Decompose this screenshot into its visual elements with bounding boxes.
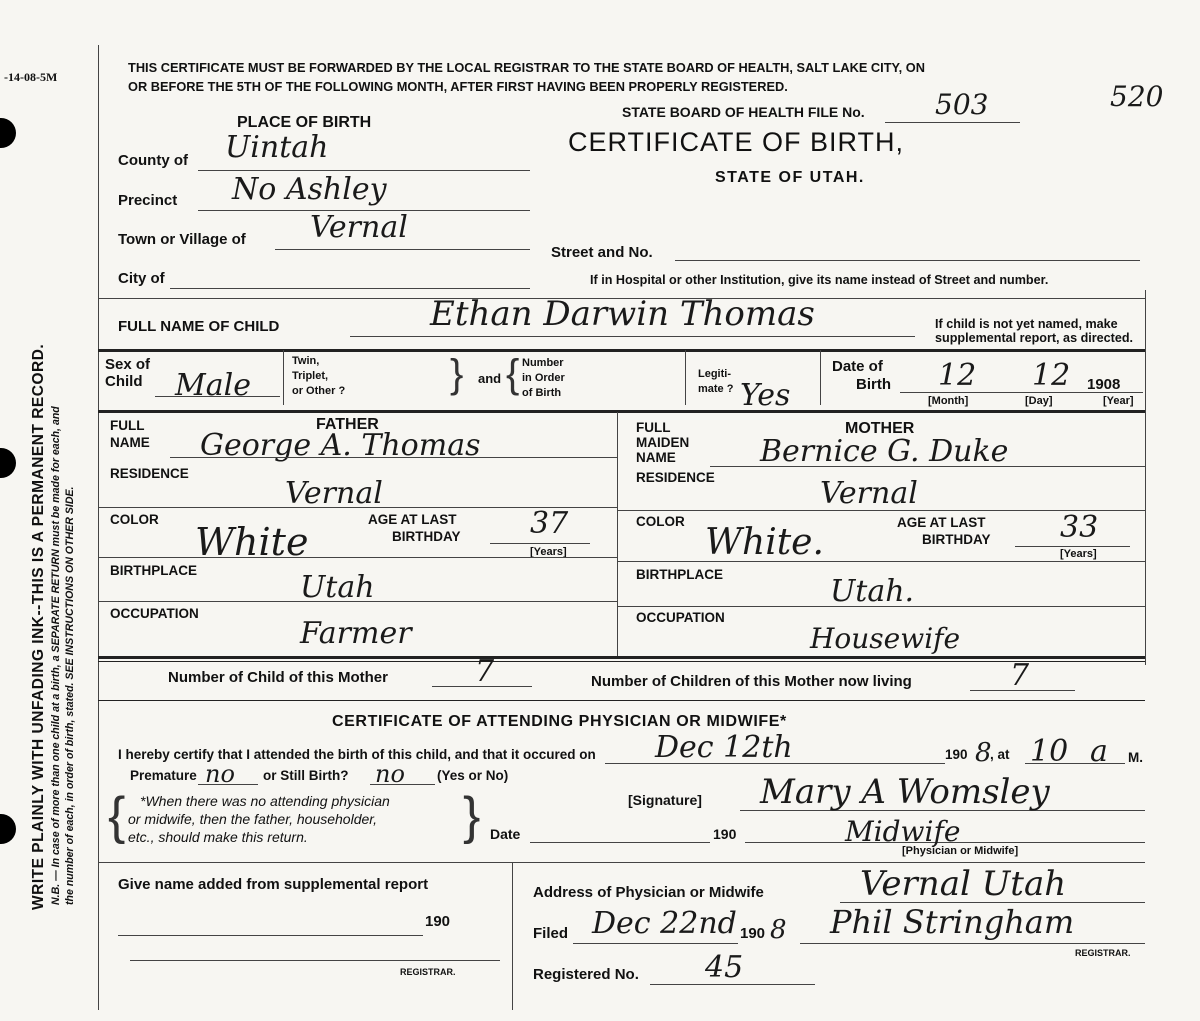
- registered-label: Registered No.: [533, 966, 639, 983]
- town-label: Town or Village of: [118, 231, 246, 248]
- legit-divider: [820, 350, 821, 405]
- hour-value[interactable]: 10: [1030, 734, 1069, 769]
- order-divider: [685, 350, 686, 405]
- city-label: City of: [118, 270, 165, 287]
- dob-day-value[interactable]: 12: [1032, 358, 1071, 393]
- sex-line: [155, 396, 280, 397]
- supplemental-label: Give name added from supplemental report: [118, 876, 429, 893]
- mother-residence-label: RESIDENCE: [636, 470, 715, 485]
- father-color-label: COLOR: [110, 512, 159, 527]
- name-note-line2: supplemental report, as directed.: [935, 331, 1134, 345]
- town-line: [275, 249, 530, 250]
- file-number: 503: [935, 88, 989, 121]
- father-color-line: [98, 557, 617, 558]
- mother-age-label1: AGE AT LAST: [897, 515, 986, 530]
- mother-color-line: [617, 561, 1145, 562]
- mother-name-value[interactable]: Bernice G. Duke: [760, 434, 1009, 469]
- mother-age-value[interactable]: 33: [1060, 510, 1099, 545]
- premature-label: Premature: [130, 768, 197, 783]
- father-heading: FATHER: [316, 416, 379, 433]
- mother-birthplace-label: BIRTHPLACE: [636, 567, 723, 582]
- county-value[interactable]: Uintah: [225, 130, 329, 165]
- father-occupation-label: OCCUPATION: [110, 606, 199, 621]
- note-line2: or midwife, then the father, householder,: [128, 811, 378, 827]
- year-value[interactable]: 8: [975, 738, 992, 768]
- at-label: , at: [990, 747, 1010, 762]
- rule-above-physician: [98, 700, 1145, 701]
- month-label: [Month]: [928, 395, 969, 407]
- father-color-value[interactable]: White: [195, 520, 309, 564]
- order-label3: of Birth: [522, 387, 562, 399]
- mother-full-label: FULL: [636, 420, 671, 435]
- filed-year-prefix: 190: [740, 925, 766, 942]
- mother-birthplace-line: [617, 606, 1145, 607]
- sex-label1: Sex of: [105, 356, 151, 373]
- order-label1: Number: [522, 357, 564, 369]
- registrar-label-right: REGISTRAR.: [1075, 948, 1131, 958]
- father-age-label1: AGE AT LAST: [368, 512, 457, 527]
- date-line: [530, 842, 710, 843]
- street-line: [675, 260, 1140, 261]
- title-label: [Physician or Midwife]: [902, 845, 1019, 857]
- header-line2: OR BEFORE THE 5TH OF THE FOLLOWING MONTH, AFTER FIRST HAVING BEEN PROPERLY REGISTERED.: [128, 79, 788, 94]
- child-number-value[interactable]: 7: [475, 654, 495, 689]
- title-value[interactable]: Midwife: [845, 815, 961, 848]
- still-birth-value[interactable]: no: [375, 760, 405, 788]
- certificate-subtitle: STATE OF UTAH.: [715, 169, 865, 186]
- twin-brace: }: [450, 352, 464, 396]
- side-note-line2: the number of each, in order of birth, stated. SEE INSTRUCTIONS ON OTHER SIDE.: [64, 486, 76, 905]
- filed-value[interactable]: Dec 22nd: [592, 906, 737, 941]
- mother-residence-value[interactable]: Vernal: [820, 476, 918, 511]
- father-name-label: NAME: [110, 435, 150, 450]
- side-note-line1: N.B. — In case of more than one child at a birth, a SEPARATE RETURN must be made for each, and: [50, 406, 62, 905]
- bottom-divider: [512, 862, 513, 1010]
- twin-label3: or Other ?: [292, 385, 346, 397]
- rule-above-bottom: [98, 862, 1145, 863]
- date-year-prefix: 190: [713, 826, 737, 842]
- sex-label2: Child: [105, 373, 143, 390]
- mother-color-value[interactable]: White.: [705, 522, 824, 563]
- child-name-line: [350, 336, 915, 337]
- county-line: [198, 170, 530, 171]
- filed-year-value[interactable]: 8: [770, 915, 787, 945]
- precinct-value[interactable]: No Ashley: [232, 172, 387, 207]
- street-label: Street and No.: [551, 244, 653, 261]
- father-name-value[interactable]: George A. Thomas: [200, 428, 481, 463]
- signature-value[interactable]: Mary A Womsley: [760, 772, 1050, 812]
- dob-label2: Birth: [856, 376, 891, 393]
- filed-label: Filed: [533, 925, 569, 942]
- living-label: Number of Children of this Mother now living: [591, 673, 912, 690]
- address-value[interactable]: Vernal Utah: [860, 864, 1067, 904]
- date-label: Date: [490, 826, 521, 842]
- father-years-label: [Years]: [530, 546, 567, 558]
- registrar-signature[interactable]: Phil Stringham: [830, 903, 1075, 941]
- town-value[interactable]: Vernal: [310, 210, 408, 245]
- child-number-label: Number of Child of this Mother: [168, 669, 388, 686]
- year-label: [Year]: [1103, 395, 1134, 407]
- father-name-line: [170, 457, 617, 458]
- mother-maiden-label: MAIDEN: [636, 435, 690, 450]
- and-label: and: [478, 371, 502, 386]
- frame-left: [98, 45, 99, 1010]
- legit-label2: mate ?: [698, 383, 734, 395]
- file-underline: [885, 122, 1020, 123]
- registrar-sign-line: [800, 943, 1145, 944]
- father-birthplace-value[interactable]: Utah: [300, 570, 375, 605]
- address-label: Address of Physician or Midwife: [533, 884, 764, 901]
- father-age-line: [490, 543, 590, 544]
- yes-no-label: (Yes or No): [437, 768, 509, 783]
- binder-hole-middle: [0, 448, 16, 478]
- mother-occupation-value[interactable]: Housewife: [810, 622, 961, 655]
- twin-label1: Twin,: [292, 355, 320, 367]
- place-heading: PLACE OF BIRTH: [237, 114, 372, 131]
- mother-age-line: [1015, 546, 1130, 547]
- still-birth-label: or Still Birth?: [263, 768, 349, 783]
- premature-value[interactable]: no: [205, 760, 235, 788]
- county-label: County of: [118, 152, 188, 169]
- father-age-value[interactable]: 37: [530, 506, 569, 541]
- parents-divider: [617, 412, 618, 657]
- child-name-value[interactable]: Ethan Darwin Thomas: [430, 294, 815, 334]
- father-birthplace-label: BIRTHPLACE: [110, 563, 197, 578]
- mother-occupation-label: OCCUPATION: [636, 610, 725, 625]
- father-residence-value[interactable]: Vernal: [285, 476, 383, 511]
- dob-month-value[interactable]: 12: [938, 358, 977, 393]
- certificate-title: CERTIFICATE OF BIRTH,: [568, 127, 905, 157]
- note-brace-left: {: [108, 787, 126, 845]
- note-line3: etc., should make this return.: [128, 829, 308, 845]
- dob-label1: Date of: [832, 358, 883, 375]
- side-main-text: WRITE PLAINLY WITH UNFADING INK--THIS IS A PERMANENT RECORD.: [30, 343, 47, 910]
- supp-year: 190: [425, 913, 451, 930]
- note-brace-right: }: [463, 787, 481, 845]
- order-brace: {: [506, 352, 520, 396]
- registrar-label-left: REGISTRAR.: [400, 967, 456, 977]
- child-name-label: FULL NAME OF CHILD: [118, 318, 280, 335]
- precinct-label: Precinct: [118, 192, 178, 209]
- m-label: M.: [1128, 750, 1143, 765]
- signature-label: [Signature]: [628, 792, 702, 808]
- file-label: STATE BOARD OF HEALTH FILE No.: [622, 104, 865, 120]
- physician-heading: CERTIFICATE OF ATTENDING PHYSICIAN OR MIDWIFE*: [332, 713, 787, 730]
- father-residence-label: RESIDENCE: [110, 466, 189, 481]
- living-value[interactable]: 7: [1010, 658, 1030, 693]
- twin-label2: Triplet,: [292, 370, 329, 382]
- certify-text: I hereby certify that I attended the birth of this child, and that it occured on: [118, 747, 596, 762]
- name-note-line1: If child is not yet named, make: [935, 317, 1118, 331]
- header-line1: THIS CERTIFICATE MUST BE FORWARDED BY THE LOCAL REGISTRAR TO THE STATE BOARD OF HEALTH, SALT LAKE CITY, ON: [128, 60, 925, 75]
- binder-hole-bottom: [0, 814, 16, 844]
- year-prefix: 190: [945, 747, 968, 762]
- mother-name-line: [710, 466, 1145, 467]
- file-number-alt: 520: [1110, 80, 1164, 113]
- father-full-label: FULL: [110, 418, 145, 433]
- ampm-value[interactable]: a: [1090, 734, 1108, 769]
- supplemental-line: [118, 935, 423, 936]
- legit-label1: Legiti-: [698, 368, 731, 380]
- hospital-note: If in Hospital or other Institution, give its name instead of Street and number.: [590, 273, 1049, 287]
- rule-below-parents: [98, 656, 1145, 659]
- frame-right: [1145, 290, 1146, 665]
- rule-above-sex: [98, 349, 1145, 352]
- mother-heading: MOTHER: [845, 420, 915, 437]
- registered-value[interactable]: 45: [705, 950, 744, 985]
- father-birthplace-line: [98, 601, 617, 602]
- mother-age-label2: BIRTHDAY: [922, 532, 991, 547]
- note-line1: *When there was no attending physician: [140, 793, 390, 809]
- form-code: -14-08-5M: [4, 70, 58, 84]
- sex-divider: [283, 350, 284, 405]
- father-age-label2: BIRTHDAY: [392, 529, 461, 544]
- dob-year-value[interactable]: 1908: [1087, 376, 1121, 393]
- binder-hole-top: [0, 118, 16, 148]
- city-line: [170, 288, 530, 289]
- supp-registrar-line: [130, 960, 500, 961]
- mother-color-label: COLOR: [636, 514, 685, 529]
- rule-below-parents2: [98, 661, 1145, 662]
- mother-birthplace-value[interactable]: Utah.: [830, 574, 915, 609]
- legit-value[interactable]: Yes: [740, 378, 791, 413]
- day-label: [Day]: [1025, 395, 1053, 407]
- rule-above-parents: [98, 410, 1145, 413]
- order-label2: in Order: [522, 372, 565, 384]
- filed-line: [573, 943, 738, 944]
- mother-years-label: [Years]: [1060, 548, 1097, 560]
- father-occupation-value[interactable]: Farmer: [300, 616, 412, 651]
- mother-name-label: NAME: [636, 450, 676, 465]
- birth-date-value[interactable]: Dec 12th: [655, 730, 793, 765]
- sex-value[interactable]: Male: [175, 368, 251, 403]
